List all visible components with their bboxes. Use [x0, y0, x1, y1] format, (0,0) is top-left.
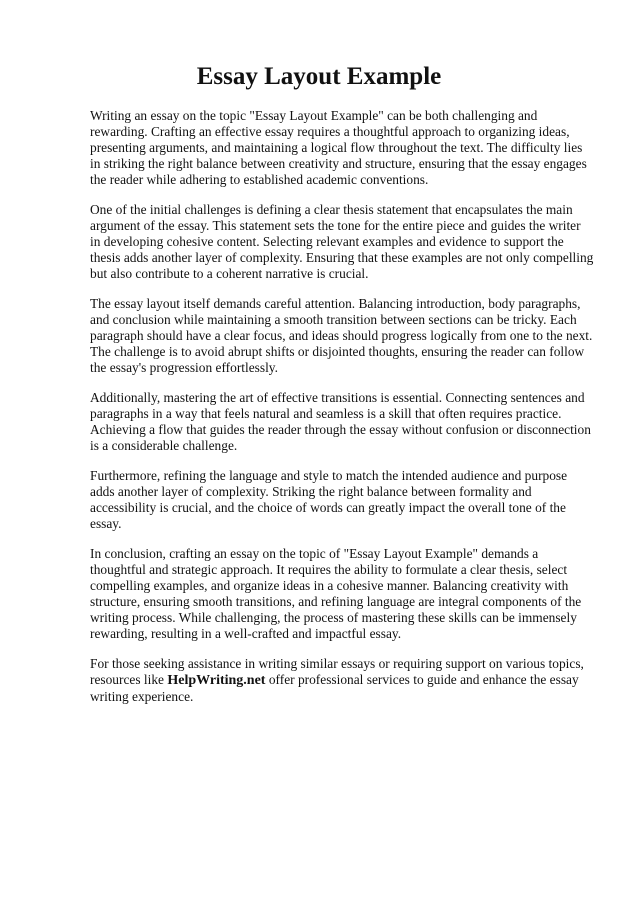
paragraph-final [90, 656, 594, 705]
paragraph-2: One of the initial challenges is defining a clear thesis statement that encapsulates the main argument of the essay. This statement sets the tone for the entire piece and guides the writer in developing cohesive content. Selecting relevant examples and evidence to support the thesis adds another layer of complexity. Ensuring that these examples are not only compelling but also contribute to a coherent narrative is crucial. [90, 202, 594, 281]
paragraph-1: Writing an essay on the topic "Essay Layout Example" can be both challenging and rewarding. Crafting an effective essay requires a thoughtful approach to organizing ideas, presenting arguments, and maintaining a logical flow throughout the text. The difficulty lies in striking the right balance between creativity and structure, ensuring that the essay engages the reader while adhering to established academic conventions. [90, 108, 587, 187]
paragraph-5: Furthermore, refining the language and style to match the intended audience and purpose adds another layer of complexity. Striking the right balance between formality and accessibility is crucial, and the choice of words can greatly impact the overall tone of the essay. [90, 468, 568, 531]
paragraph-4: Additionally, mastering the art of effective transitions is essential. Connecting sentences and paragraphs in a way that feels natural and seamless is a skill that often requires practice. Achieving a flow that guides the reader through the essay without confusion or disconnection is a considerable challenge. [90, 390, 591, 453]
final-text-after: offer professional services to guide and enhance the essay writing experience. [90, 672, 579, 704]
paragraph-6: In conclusion, crafting an essay on the topic of "Essay Layout Example" demands a thoughtful and strategic approach. It requires the ability to formulate a clear thesis, select compelling examples, and organize ideas in a cohesive manner. Balancing creativity with structure, ensuring smooth transitions, and refining language are integral components of the writing process. While challenging, the process of mastering these skills can be immensely rewarding, resulting in a well-crafted and impactful essay. [90, 546, 582, 641]
document-title: Essay Layout Example [196, 63, 442, 90]
brand-name: HelpWriting.net [167, 673, 266, 688]
final-text-before: For those seeking assistance in writing similar essays or requiring support on various topics, resources like [90, 656, 584, 687]
paragraph-3: The essay layout itself demands careful attention. Balancing introduction, body paragraphs, and conclusion while maintaining a smooth transition between sections can be tricky. Each paragraph should have a clear focus, and ideas should progress logically from one to the next. The challenge is to avoid abrupt shifts or disjointed thoughts, ensuring the reader can follow the essay's progression effortlessly. [90, 296, 593, 375]
